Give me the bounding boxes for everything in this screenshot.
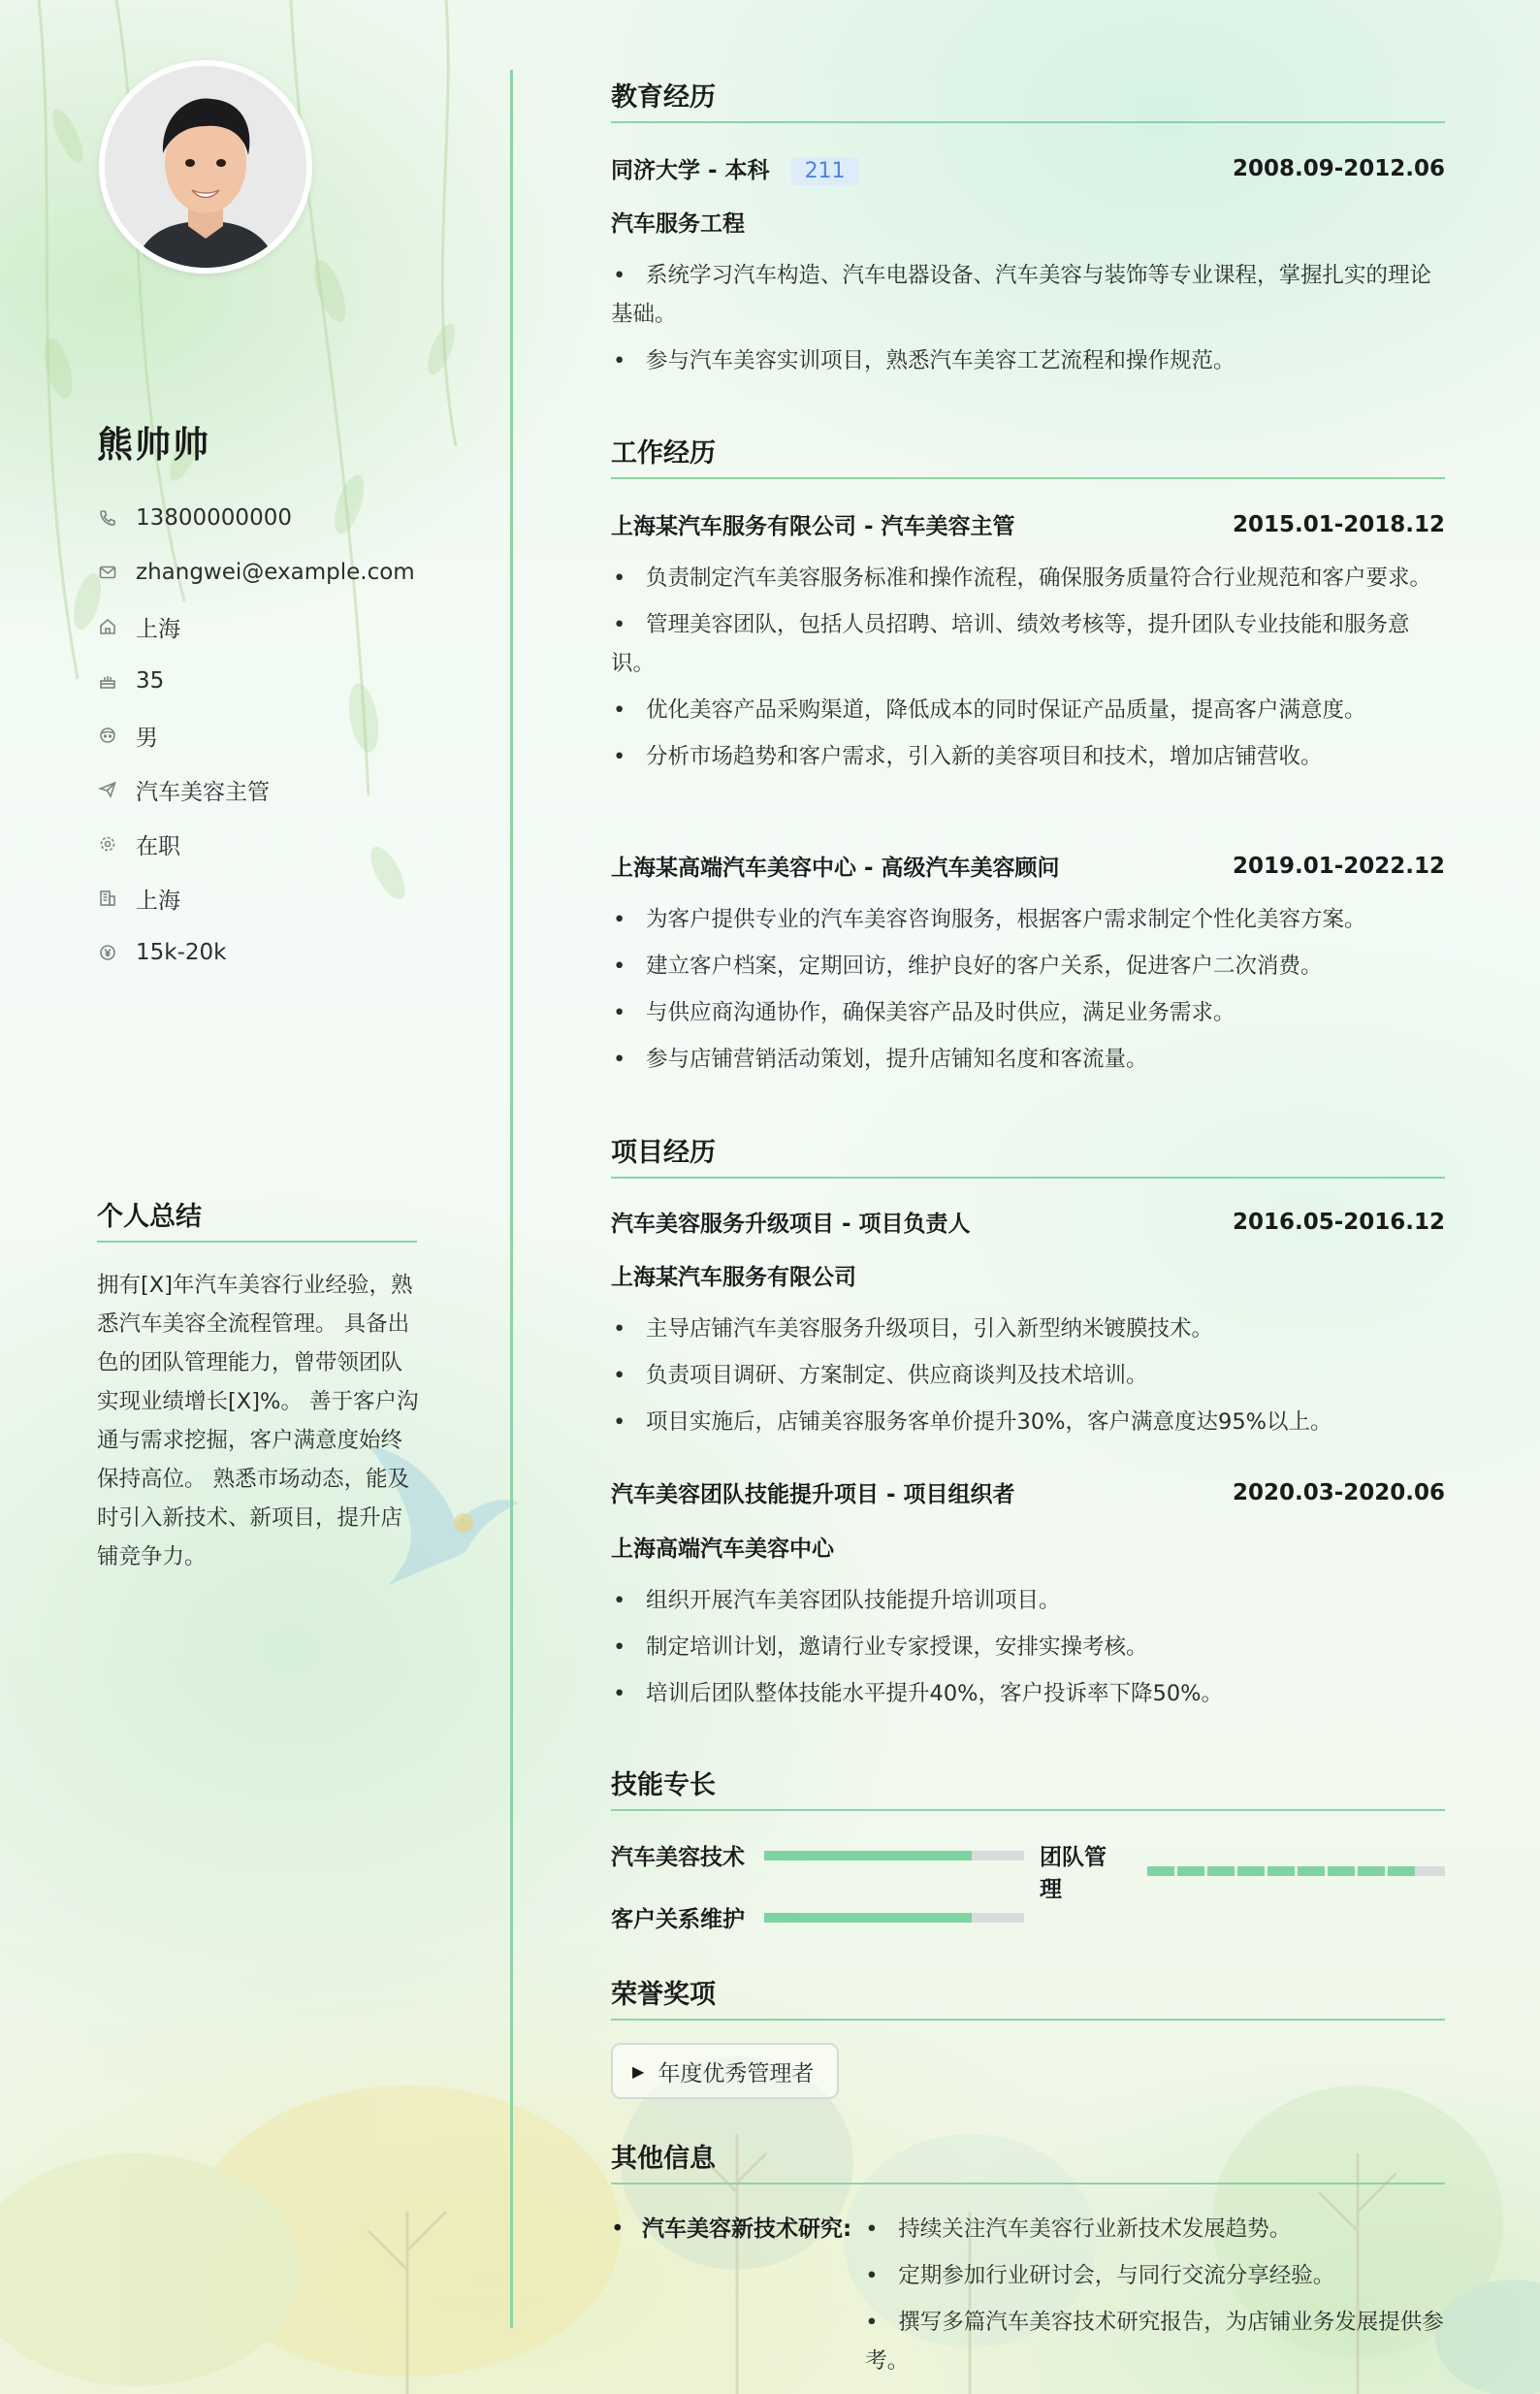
portrait-illustration [105, 66, 306, 268]
job-header [611, 508, 1445, 540]
other-section-title: 其他信息 [611, 2137, 1445, 2184]
work-section-title: 工作经历 [611, 432, 1445, 479]
project-header [611, 1206, 1445, 1238]
job-bullets [611, 900, 1445, 1079]
list-item: • 撰写多篇汽车美容技术研究报告，为店铺业务发展提供参考。 [865, 2303, 1445, 2380]
list-item: • 主导店铺汽车美容服务升级项目，引入新型纳米镀膜技术。 [611, 1310, 1445, 1348]
skill-bar-fill [764, 1913, 972, 1923]
status-icon [97, 833, 118, 855]
list-item: • 制定培训计划，邀请行业专家授课，安排实操考核。 [611, 1628, 1445, 1666]
info-gender-value: 男 [136, 725, 158, 751]
info-city-value: 上海 [136, 888, 180, 914]
list-item: • 定期参加行业研讨会，与同行交流分享经验。 [865, 2256, 1445, 2295]
awards-section-title: 荣誉奖项 [611, 1973, 1445, 2021]
info-email-value: zhangwei@example.com [136, 560, 415, 585]
sidebar [0, 0, 512, 2394]
list-item: • 建立客户档案，定期回访，维护良好的客户关系，促进客户二次消费。 [611, 947, 1445, 986]
list-item: • 参与汽车美容实训项目，熟悉汽车美容工艺流程和操作规范。 [611, 341, 1445, 380]
list-item: • 参与店铺营销活动策划，提升店铺知名度和客流量。 [611, 1040, 1445, 1079]
other-info-row [611, 2210, 1445, 2380]
project-heading: 汽车美容服务升级项目 - 项目负责人 [611, 1212, 971, 1237]
info-phone-value: 13800000000 [136, 505, 292, 531]
mail-icon [97, 562, 118, 583]
project-bullets [611, 1310, 1445, 1441]
project-company: 上海某汽车服务有限公司 [611, 1265, 856, 1290]
column-divider [510, 70, 513, 2328]
skills-section-title: 技能专长 [611, 1763, 1445, 1811]
salary-icon [97, 942, 118, 963]
job-heading: 上海某汽车服务有限公司 - 汽车美容主管 [611, 514, 1015, 539]
skill-item [611, 1839, 1024, 1871]
info-gender [97, 708, 485, 762]
gender-icon [97, 725, 118, 746]
job-heading: 上海某高端汽车美容中心 - 高级汽车美容顾问 [611, 856, 1060, 881]
education-bullets [611, 256, 1445, 380]
project-heading: 汽车美容团队技能提升项目 - 项目组织者 [611, 1482, 1015, 1507]
send-icon [97, 779, 118, 800]
education-school: 同济大学 - 本科 [611, 158, 770, 183]
info-status [97, 817, 485, 871]
candidate-name: 熊帅帅 [97, 424, 210, 466]
school-tag-badge: 211 [791, 157, 859, 185]
list-item: • 负责项目调研、方案制定、供应商谈判及技术培训。 [611, 1356, 1445, 1395]
education-major: 汽车服务工程 [611, 211, 745, 237]
play-triangle-icon: ▶ [632, 2061, 645, 2081]
skill-name: 客户关系维护 [611, 1907, 745, 1932]
list-item: • 与供应商沟通协作，确保美容产品及时供应，满足业务需求。 [611, 993, 1445, 1032]
education-section-title: 教育经历 [611, 76, 1445, 123]
job-bullets [611, 559, 1445, 776]
list-item: • 系统学习汽车构造、汽车电器设备、汽车美容与装饰等专业课程，掌握扎实的理论基础。 [611, 256, 1445, 334]
list-item: • 培训后团队整体技能水平提升40%，客户投诉率下降50%。 [611, 1674, 1445, 1713]
info-location-value: 上海 [136, 616, 180, 642]
education-date: 2008.09-2012.06 [1232, 156, 1445, 181]
info-age [97, 654, 485, 708]
info-phone [97, 491, 485, 545]
summary-text: 拥有[X]年汽车美容行业经验，熟悉汽车美容全流程管理。 具备出色的团队管理能力，曾带领团队实现业绩增长[X]%。 善于客户沟通与需求挖掘，客户满意度始终保持高位。 熟悉市场动态，能及时引入新技术、新项目，提升店铺竞争力。 [97, 1273, 419, 1569]
skill-bar [764, 1851, 1024, 1860]
project-header [611, 1476, 1445, 1508]
cake-icon [97, 670, 118, 692]
skill-bar [764, 1913, 1024, 1923]
list-item: • 优化美容产品采购渠道，降低成本的同时保证产品质量，提高客户满意度。 [611, 691, 1445, 729]
list-item: • 负责制定汽车美容服务标准和操作流程，确保服务质量符合行业规范和客户要求。 [611, 559, 1445, 598]
list-item: • 持续关注汽车美容行业新技术发展趋势。 [865, 2210, 1445, 2248]
info-position-value: 汽车美容主管 [136, 779, 270, 805]
project-company: 上海高端汽车美容中心 [611, 1537, 834, 1562]
list-item: • 项目实施后，店铺美容服务客单价提升30%，客户满意度达95%以上。 [611, 1403, 1445, 1441]
home-icon [97, 616, 118, 637]
skill-item [1040, 1839, 1445, 1903]
list-item: • 组织开展汽车美容团队技能提升培训项目。 [611, 1581, 1445, 1620]
info-email [97, 545, 485, 599]
skill-bar-fill [1147, 1866, 1416, 1876]
skill-name: 团队管理 [1040, 1845, 1107, 1902]
projects-section-title: 项目经历 [611, 1131, 1445, 1179]
list-item: • 管理美容团队，包括人员招聘、培训、绩效考核等，提升团队专业技能和服务意识。 [611, 605, 1445, 683]
list-item: • 分析市场趋势和客户需求，引入新的美容项目和技术，增加店铺营收。 [611, 737, 1445, 776]
building-icon [97, 888, 118, 909]
project-date: 2020.03-2020.06 [1232, 1479, 1445, 1505]
info-salary [97, 925, 485, 980]
skill-item [611, 1901, 1024, 1933]
award-label: 年度优秀管理者 [658, 2060, 815, 2087]
other-info-bullets [865, 2210, 1445, 2380]
education-school-wrap [611, 152, 859, 185]
contact-info-list [97, 491, 485, 980]
phone-icon [97, 507, 118, 529]
skill-name: 汽车美容技术 [611, 1845, 745, 1870]
job-header [611, 850, 1445, 882]
other-info-label: • 汽车美容新技术研究: [611, 2210, 851, 2380]
info-status-value: 在职 [136, 833, 180, 859]
education-header [611, 152, 1445, 185]
job-date: 2019.01-2022.12 [1232, 853, 1445, 879]
info-location [97, 599, 485, 654]
info-age-value: 35 [136, 668, 165, 694]
project-bullets [611, 1581, 1445, 1713]
info-salary-value: 15k-20k [136, 940, 227, 965]
info-position [97, 762, 485, 817]
skill-bar [1147, 1866, 1445, 1876]
info-city [97, 871, 485, 925]
avatar [99, 60, 312, 274]
award-toggle[interactable] [611, 2043, 839, 2099]
summary-title: 个人总结 [97, 1195, 417, 1243]
job-date: 2015.01-2018.12 [1232, 511, 1445, 537]
project-date: 2016.05-2016.12 [1232, 1209, 1445, 1235]
skill-bar-fill [764, 1851, 972, 1860]
list-item: • 为客户提供专业的汽车美容咨询服务，根据客户需求制定个性化美容方案。 [611, 900, 1445, 939]
